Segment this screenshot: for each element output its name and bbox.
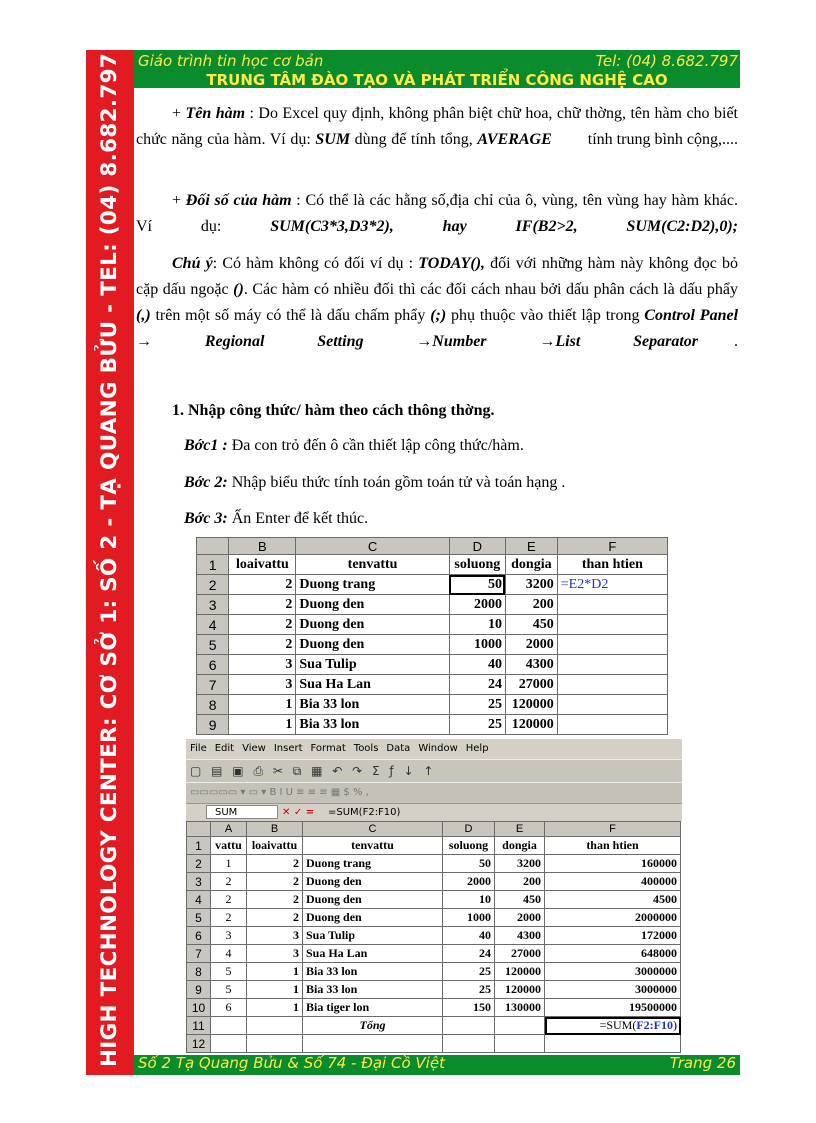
- cell[interactable]: [211, 1017, 247, 1035]
- cell[interactable]: 5: [187, 909, 211, 927]
- cell[interactable]: 2000: [495, 909, 545, 927]
- column-header[interactable]: F: [545, 822, 681, 837]
- column-header[interactable]: C: [303, 822, 443, 837]
- table-row: [197, 575, 668, 595]
- cell[interactable]: 25: [449, 715, 505, 735]
- header-cell[interactable]: 1: [197, 555, 229, 575]
- cell[interactable]: 4500: [545, 891, 681, 909]
- cell[interactable]: Duong den: [303, 891, 443, 909]
- menu-item[interactable]: Help: [465, 743, 489, 754]
- column-header[interactable]: E: [505, 538, 557, 555]
- para-ten-ham: + Tên hàm : Do Excel quy định, không phân biệt chữ hoa, chữ thờng, tên hàm cho biết chức năng của hàm. Ví dụ: SUM dùng để tính tổng, AVERAGEtính trung bình cộng,....: [136, 105, 739, 148]
- column-header[interactable]: C: [296, 538, 449, 555]
- cell[interactable]: Duong den: [296, 615, 449, 635]
- cell[interactable]: Duong trang: [303, 855, 443, 873]
- formula-part: =SUM(: [599, 1018, 637, 1032]
- cell[interactable]: [557, 695, 667, 715]
- cell[interactable]: Bia 33 lon: [303, 981, 443, 999]
- cell[interactable]: [443, 1017, 495, 1035]
- menu-bar: [186, 739, 682, 759]
- step-3: Bớc 3: Ấn Enter để kết thúc.: [184, 510, 369, 527]
- table-row: [187, 837, 681, 855]
- cell[interactable]: 25: [443, 981, 495, 999]
- cell[interactable]: Bia 33 lon: [303, 963, 443, 981]
- cell[interactable]: 120000: [505, 715, 557, 735]
- cell[interactable]: 2: [211, 873, 247, 891]
- cell[interactable]: [247, 1017, 303, 1035]
- header-cell[interactable]: vattu: [211, 837, 247, 855]
- cell[interactable]: [557, 635, 667, 655]
- cell[interactable]: 8: [197, 695, 229, 715]
- table-row: [187, 945, 681, 963]
- table-row: [197, 615, 668, 635]
- cell[interactable]: 3: [247, 945, 303, 963]
- cell[interactable]: [557, 655, 667, 675]
- cell[interactable]: 27000: [505, 675, 557, 695]
- cell[interactable]: 2000: [505, 635, 557, 655]
- cell[interactable]: 2: [187, 855, 211, 873]
- column-header[interactable]: D: [443, 822, 495, 837]
- cell[interactable]: 2: [211, 909, 247, 927]
- step-1: Bớc1 : Đa con trỏ đến ô cần thiết lập công thức/hàm.: [184, 437, 524, 454]
- header-cell[interactable]: loaivattu: [247, 837, 303, 855]
- cell[interactable]: [495, 1017, 545, 1035]
- spreadsheet-after: [186, 739, 682, 1064]
- cell[interactable]: [211, 1035, 247, 1053]
- cell[interactable]: 4: [197, 615, 229, 635]
- table-row: [197, 655, 668, 675]
- cell[interactable]: 6: [187, 927, 211, 945]
- standard-toolbar: ▢ ▤ ▣ ⎙ ✂ ⧉ ▦ ↶ ↷ Σ ƒ ↓ ↑: [186, 759, 682, 782]
- cell[interactable]: 10: [443, 891, 495, 909]
- cell[interactable]: Duong den: [303, 873, 443, 891]
- cell[interactable]: =E2*D2: [557, 575, 667, 595]
- column-header[interactable]: [197, 538, 229, 555]
- cell[interactable]: Sua Ha Lan: [296, 675, 449, 695]
- cell[interactable]: 150: [443, 999, 495, 1017]
- table-row: [187, 909, 681, 927]
- header-cell[interactable]: 1: [187, 837, 211, 855]
- cell[interactable]: 10: [449, 615, 505, 635]
- cell[interactable]: 1000: [443, 909, 495, 927]
- cell[interactable]: 9: [187, 981, 211, 999]
- row-number: 11: [187, 1017, 211, 1035]
- menu-item[interactable]: Format: [310, 743, 346, 754]
- menu-item[interactable]: View: [242, 743, 266, 754]
- cell[interactable]: 2: [247, 891, 303, 909]
- cell[interactable]: [545, 1035, 681, 1053]
- cell[interactable]: 200: [495, 873, 545, 891]
- column-header[interactable]: [187, 822, 211, 837]
- total-row: [187, 1017, 681, 1035]
- cell[interactable]: 3: [229, 655, 296, 675]
- side-banner: [86, 50, 134, 1075]
- table-row: [197, 695, 668, 715]
- menu-item[interactable]: Window: [418, 743, 458, 754]
- cell[interactable]: 2: [247, 909, 303, 927]
- cell[interactable]: Duong den: [296, 635, 449, 655]
- menu-item[interactable]: Data: [386, 743, 411, 754]
- cell[interactable]: 1: [247, 981, 303, 999]
- table-row: [197, 715, 668, 735]
- cell[interactable]: [557, 675, 667, 695]
- cell[interactable]: 2000: [449, 595, 505, 615]
- cell[interactable]: 2000000: [545, 909, 681, 927]
- column-header-row: [197, 538, 668, 555]
- table-row: [187, 927, 681, 945]
- column-header[interactable]: B: [229, 538, 296, 555]
- table-row: [197, 675, 668, 695]
- cell[interactable]: 8: [187, 963, 211, 981]
- cell[interactable]: 19500000: [545, 999, 681, 1017]
- cell[interactable]: Sua Tulip: [296, 655, 449, 675]
- cell[interactable]: 9: [197, 715, 229, 735]
- table-row: [197, 595, 668, 615]
- header-cell[interactable]: dongia: [495, 837, 545, 855]
- cell[interactable]: 6: [211, 999, 247, 1017]
- cell[interactable]: 27000: [495, 945, 545, 963]
- cell[interactable]: [303, 1035, 443, 1053]
- formula-part: ): [673, 1018, 677, 1032]
- cell[interactable]: 7: [187, 945, 211, 963]
- cell[interactable]: 5: [197, 635, 229, 655]
- cell[interactable]: 200: [505, 595, 557, 615]
- cell[interactable]: 400000: [545, 873, 681, 891]
- cell[interactable]: 3200: [505, 575, 557, 595]
- cell[interactable]: 50: [443, 855, 495, 873]
- cell[interactable]: [247, 1035, 303, 1053]
- cell[interactable]: 2: [197, 575, 229, 595]
- formula-text[interactable]: =SUM(F2:F10): [328, 807, 401, 818]
- cell[interactable]: 2: [229, 595, 296, 615]
- header-cell[interactable]: tenvattu: [303, 837, 443, 855]
- header-center: TRUNG TÂM ĐÀO TẠO VÀ PHÁT TRIỂN CÔNG NGHỆ CAO: [206, 71, 668, 88]
- menu-item[interactable]: Tools: [353, 743, 379, 754]
- menu-item[interactable]: File: [190, 743, 207, 754]
- cell[interactable]: 160000: [545, 855, 681, 873]
- table-row: [197, 555, 668, 575]
- total-formula-cell[interactable]: [545, 1017, 681, 1035]
- cell[interactable]: 3: [247, 927, 303, 945]
- header-cell[interactable]: soluong: [449, 555, 505, 575]
- side-banner-text: HIGH TECHNOLOGY CENTER: CƠ SỞ 1: SỐ 2 - TẠ QUANG BỬU - TEL: (04) 8.682.797: [97, 52, 122, 1067]
- cancel-confirm-icons[interactable]: ✕ ✓ =: [282, 807, 315, 818]
- cell[interactable]: 3: [197, 595, 229, 615]
- cell[interactable]: 120000: [495, 963, 545, 981]
- cell[interactable]: 25: [443, 963, 495, 981]
- cell[interactable]: 3000000: [545, 981, 681, 999]
- cell[interactable]: 1: [229, 695, 296, 715]
- page-footer: [134, 1055, 740, 1075]
- cell[interactable]: 3: [187, 873, 211, 891]
- para-chu-y: Chú ý: Có hàm không có đối ví dụ : TODAY(), đối với những hàm này không đọc bỏ cặp dấu ngoặc (). Các hàm có nhiều đối thì các đối cách nhau bởi dấu phân cách là dấu phẩy (,) trên một số máy có thể là dấu chấm phẩy (;) phụ thuộc vào thiết lập trong Control Panel → Regional Setting →Number →List Separator .: [136, 255, 739, 350]
- cell[interactable]: 24: [449, 675, 505, 695]
- cell[interactable]: 10: [187, 999, 211, 1017]
- cell[interactable]: 40: [443, 927, 495, 945]
- cell[interactable]: 24: [443, 945, 495, 963]
- header-right: Tel: (04) 8.682.797: [595, 52, 738, 70]
- cell[interactable]: Duong den: [303, 909, 443, 927]
- menu-item[interactable]: Edit: [214, 743, 235, 754]
- table-row: [187, 873, 681, 891]
- table-row: [187, 963, 681, 981]
- cell[interactable]: 1000: [449, 635, 505, 655]
- cell[interactable]: [557, 595, 667, 615]
- header-cell[interactable]: than htien: [557, 555, 667, 575]
- cell[interactable]: 450: [505, 615, 557, 635]
- cell[interactable]: Bia 33 lon: [296, 715, 449, 735]
- table-row: [187, 1035, 681, 1053]
- cell[interactable]: [557, 615, 667, 635]
- table-row: [197, 635, 668, 655]
- column-header[interactable]: F: [557, 538, 667, 555]
- cell[interactable]: 2: [247, 873, 303, 891]
- cell[interactable]: [495, 1035, 545, 1053]
- page-header: [134, 50, 740, 88]
- column-header[interactable]: D: [449, 538, 505, 555]
- table-row: [187, 999, 681, 1017]
- total-label[interactable]: Tổng: [303, 1017, 443, 1035]
- cell[interactable]: 40: [449, 655, 505, 675]
- cell[interactable]: 2: [247, 855, 303, 873]
- footer-left: Số 2 Tạ Quang Bửu & Số 74 - Đại Cồ Việt: [138, 1055, 445, 1072]
- cell[interactable]: 5: [211, 963, 247, 981]
- column-header[interactable]: E: [495, 822, 545, 837]
- cell[interactable]: 1: [229, 715, 296, 735]
- formula-range: F2:F10: [636, 1018, 673, 1032]
- column-header-row: [187, 822, 681, 837]
- cell[interactable]: 7: [197, 675, 229, 695]
- table-row: [187, 891, 681, 909]
- cell[interactable]: 2: [229, 615, 296, 635]
- name-box[interactable]: SUM: [206, 805, 278, 819]
- cell[interactable]: Duong trang: [296, 575, 449, 595]
- cell[interactable]: 130000: [495, 999, 545, 1017]
- cell[interactable]: 120000: [505, 695, 557, 715]
- header-cell[interactable]: loaivattu: [229, 555, 296, 575]
- format-toolbar: ▭▭▭▭▭ ▾ ▭ ▾ B I U ≡ ≡ ≡ ▦ $ % ,: [186, 782, 682, 803]
- cell[interactable]: 6: [197, 655, 229, 675]
- cell[interactable]: 648000: [545, 945, 681, 963]
- table-row: [187, 981, 681, 999]
- header-left: Giáo trình tin học cơ bản: [138, 52, 324, 70]
- cell[interactable]: [557, 715, 667, 735]
- cell[interactable]: Bia 33 lon: [296, 695, 449, 715]
- cell[interactable]: 50: [449, 575, 505, 595]
- cell[interactable]: 4: [187, 891, 211, 909]
- para-doi-so: + Đối số của hàm : Có thể là các hằng số,địa chỉ của ô, vùng, tên vùng hay hàm khác. Ví dụ: SUM(C3*3,D3*2), hay IF(B2>2, SUM(C2:D2),0);: [136, 192, 738, 235]
- cell[interactable]: 3200: [495, 855, 545, 873]
- menu-item[interactable]: Insert: [273, 743, 303, 754]
- cell[interactable]: 3000000: [545, 963, 681, 981]
- formula-bar[interactable]: [186, 803, 682, 821]
- cell[interactable]: 450: [495, 891, 545, 909]
- cell[interactable]: Bia tiger lon: [303, 999, 443, 1017]
- cell[interactable]: 3: [229, 675, 296, 695]
- spreadsheet-before: [196, 537, 668, 739]
- cell[interactable]: 3: [211, 927, 247, 945]
- header-cell[interactable]: soluong: [443, 837, 495, 855]
- cell[interactable]: 25: [449, 695, 505, 715]
- cell[interactable]: Sua Tulip: [303, 927, 443, 945]
- cell[interactable]: 2: [211, 891, 247, 909]
- cell[interactable]: Sua Ha Lan: [303, 945, 443, 963]
- header-cell[interactable]: dongia: [505, 555, 557, 575]
- cell[interactable]: Duong den: [296, 595, 449, 615]
- cell[interactable]: 4: [211, 945, 247, 963]
- header-cell[interactable]: than htien: [545, 837, 681, 855]
- cell[interactable]: 120000: [495, 981, 545, 999]
- footer-right: Trang 26: [669, 1055, 736, 1072]
- cell[interactable]: 1: [247, 999, 303, 1017]
- cell[interactable]: 2: [229, 575, 296, 595]
- row-number: 12: [187, 1035, 211, 1053]
- step-2: Bớc 2: Nhập biểu thức tính toán gồm toán tử và toán hạng .: [184, 474, 566, 491]
- cell[interactable]: 4300: [505, 655, 557, 675]
- cell[interactable]: 4300: [495, 927, 545, 945]
- header-cell[interactable]: tenvattu: [296, 555, 449, 575]
- cell[interactable]: 2: [229, 635, 296, 655]
- table-row: [187, 855, 681, 873]
- cell[interactable]: 1: [247, 963, 303, 981]
- column-header[interactable]: A: [211, 822, 247, 837]
- column-header[interactable]: B: [247, 822, 303, 837]
- section-heading: 1. Nhập công thức/ hàm theo cách thông thờng.: [172, 402, 495, 419]
- cell[interactable]: [443, 1035, 495, 1053]
- cell[interactable]: 172000: [545, 927, 681, 945]
- cell[interactable]: 5: [211, 981, 247, 999]
- cell[interactable]: 2000: [443, 873, 495, 891]
- cell[interactable]: 1: [211, 855, 247, 873]
